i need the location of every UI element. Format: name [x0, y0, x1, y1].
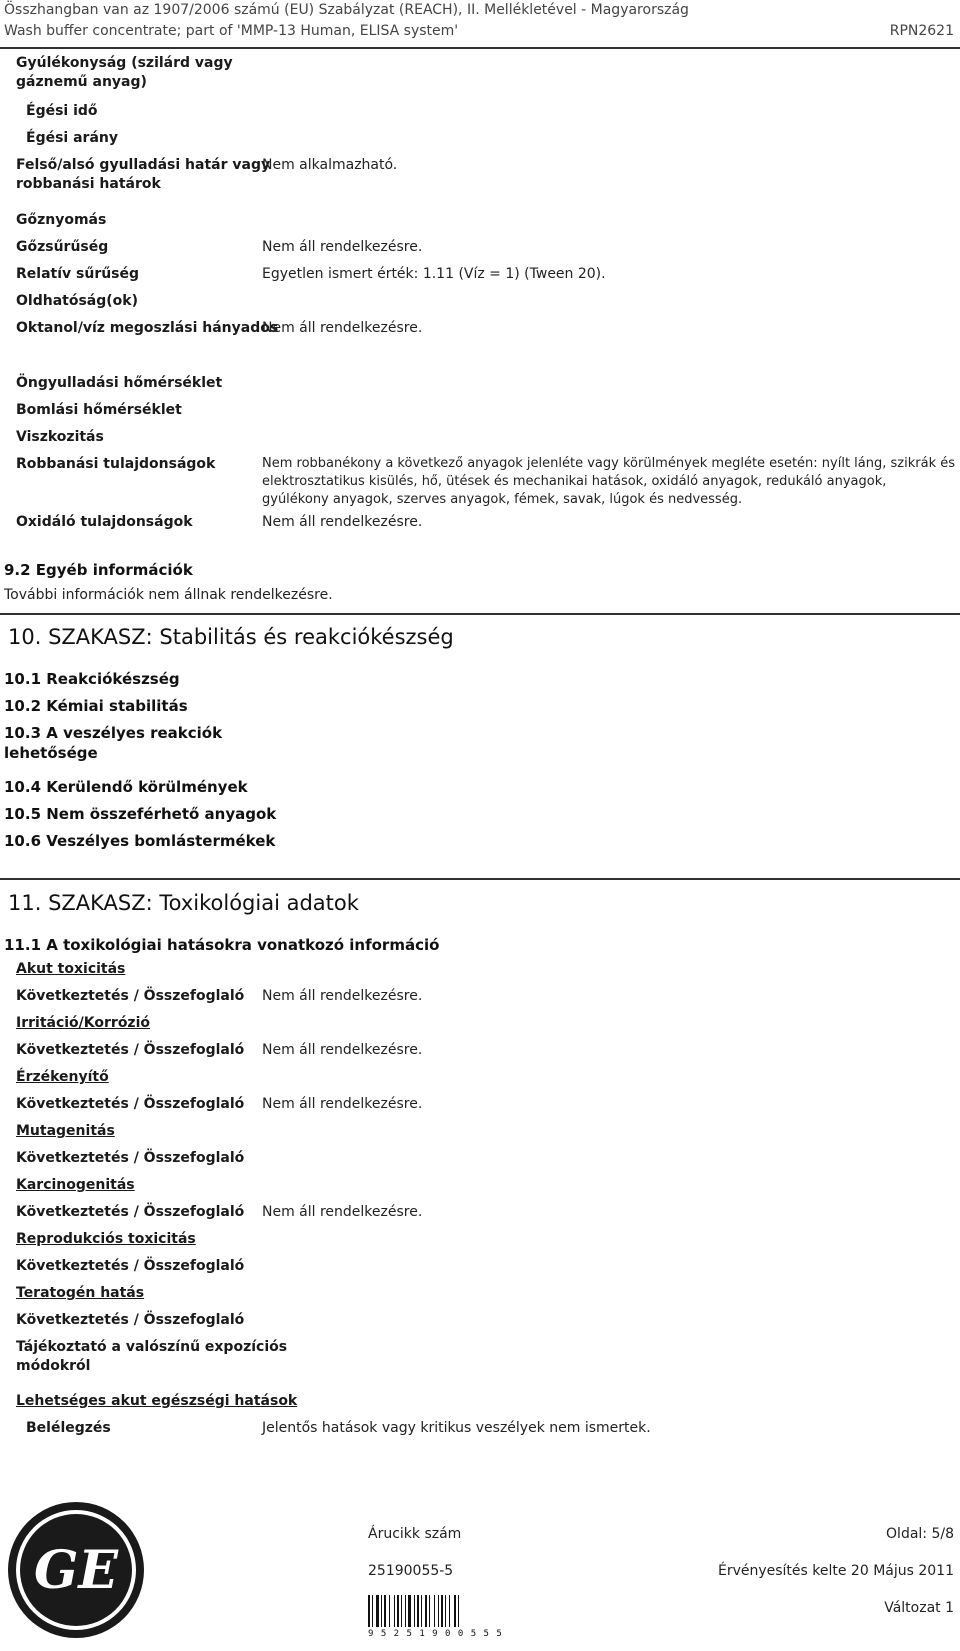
barcode-bar [445, 1595, 446, 1627]
header-divider [0, 47, 960, 49]
barcode-bar [417, 1595, 419, 1627]
label-oxidizing: Oxidáló tulajdonságok [16, 514, 193, 530]
label-acute-health: Lehetséges akut egészségi hatások [16, 1393, 298, 1409]
heading-9-2: 9.2 Egyéb információk [4, 561, 193, 579]
value-explosion-limits: Nem alkalmazható. [262, 157, 398, 173]
barcode-bar [368, 1595, 370, 1627]
label-explosion-limits: Felső/alsó gyulladási határ vagy [16, 157, 271, 173]
barcode-bar [381, 1595, 382, 1627]
footer-validation-date: Érvényesítés kelte 20 Május 2011 [717, 1563, 954, 1579]
value-explosive-2: elektrosztatikus kisülés, hő, ütések és mechanikai hatások, oxidáló anyagok, redukáló anyagok, [262, 474, 887, 489]
label-exposure-2: módokról [16, 1358, 91, 1374]
value-sensitizer-conclusion: Nem áll rendelkezésre. [262, 1096, 423, 1112]
text-9-2: További információk nem állnak rendelkezésre. [4, 587, 333, 603]
label-relative-density: Relatív sűrűség [16, 266, 140, 282]
label-vapor-density: Gőzsűrűség [16, 239, 109, 255]
label-flammability-2: gáznemű anyag) [16, 74, 147, 90]
label-mutagenicity-conclusion: Következtetés / Összefoglaló [16, 1150, 245, 1166]
heading-11-1: 11.1 A toxikológiai hatásokra vonatkozó információ [4, 936, 440, 954]
label-inhalation: Belélegzés [26, 1420, 111, 1436]
label-reproductive: Reprodukciós toxicitás [16, 1231, 196, 1247]
item-10-3-cont: lehetősége [4, 744, 98, 762]
barcode-bar [414, 1595, 415, 1627]
section-11-title: 11. SZAKASZ: Toxikológiai adatok [8, 891, 359, 915]
label-partition: Oktanol/víz megoszlási hányados [16, 320, 279, 336]
label-teratogenic: Teratogén hatás [16, 1285, 145, 1301]
barcode-bar [441, 1595, 443, 1627]
value-inhalation: Jelentős hatások vagy kritikus veszélyek nem ismertek. [262, 1420, 651, 1436]
label-vapor-pressure: Gőznyomás [16, 212, 107, 228]
value-relative-density: Egyetlen ismert érték: 1.11 (Víz = 1) (Tween 20). [262, 266, 606, 282]
barcode-bar [421, 1595, 422, 1627]
value-vapor-density: Nem áll rendelkezésre. [262, 239, 423, 255]
item-10-3: 10.3 A veszélyes reakciók [4, 724, 223, 742]
label-autoignition: Öngyulladási hőmérséklet [16, 375, 223, 391]
ge-logo [6, 1500, 146, 1640]
label-irritation-conclusion: Következtetés / Összefoglaló [16, 1042, 245, 1058]
value-partition: Nem áll rendelkezésre. [262, 320, 423, 336]
barcode-digits: 9 5 2 5 1 9 0 0 5 5 5 [368, 1629, 503, 1639]
label-reproductive-conclusion: Következtetés / Összefoglaló [16, 1258, 245, 1274]
barcode-bar [429, 1595, 430, 1627]
item-10-2: 10.2 Kémiai stabilitás [4, 697, 188, 715]
label-explosion-limits-2: robbanási határok [16, 176, 161, 192]
value-oxidizing: Nem áll rendelkezésre. [262, 514, 423, 530]
label-carcinogenicity: Karcinogenitás [16, 1177, 135, 1193]
label-burn-time: Égési idő [26, 103, 98, 119]
label-decomposition: Bomlási hőmérséklet [16, 402, 182, 418]
footer-page: Oldal: 5/8 [886, 1526, 954, 1542]
item-10-1: 10.1 Reakciókészség [4, 670, 180, 688]
header-product: Wash buffer concentrate; part of 'MMP-13 Human, ELISA system' [4, 23, 459, 39]
label-flammability: Gyúlékonyság (szilárd vagy [16, 55, 233, 71]
label-teratogenic-conclusion: Következtetés / Összefoglaló [16, 1312, 245, 1328]
barcode-bar [438, 1595, 439, 1627]
item-10-4: 10.4 Kerülendő körülmények [4, 778, 248, 796]
barcode-bar [458, 1595, 459, 1627]
barcode [368, 1595, 506, 1639]
barcode-bar [454, 1595, 456, 1627]
section-11-divider [0, 878, 960, 880]
ge-logo-letters: GE [33, 1540, 119, 1601]
label-acute-conclusion: Következtetés / Összefoglaló [16, 988, 245, 1004]
label-sensitizer: Érzékenyítő [16, 1069, 109, 1085]
value-acute-conclusion: Nem áll rendelkezésre. [262, 988, 423, 1004]
header-code: RPN2621 [889, 23, 954, 39]
label-mutagenicity: Mutagenitás [16, 1123, 115, 1139]
label-exposure: Tájékoztató a valószínű expozíciós [16, 1339, 288, 1355]
section-10-title: 10. SZAKASZ: Stabilitás és reakciókészség [8, 625, 454, 649]
label-acute-toxicity: Akut toxicitás [16, 961, 126, 977]
label-irritation: Irritáció/Korrózió [16, 1015, 150, 1031]
barcode-bar [389, 1595, 390, 1627]
value-explosive-1: Nem robbanékony a következő anyagok jelenléte vagy körülmények megléte esetén: nyílt láng, szikrák és [262, 456, 955, 471]
barcode-bar [401, 1595, 402, 1627]
label-solubility: Oldhatóság(ok) [16, 293, 138, 309]
section-10-divider [0, 613, 960, 615]
value-explosive-3: gyúlékony anyagok, szerves anyagok, fémek, savak, lúgok és nedvesség. [262, 492, 743, 507]
barcode-bar [372, 1595, 373, 1627]
value-irritation-conclusion: Nem áll rendelkezésre. [262, 1042, 423, 1058]
barcode-bar [394, 1595, 395, 1627]
item-10-5: 10.5 Nem összeférhető anyagok [4, 805, 277, 823]
barcode-bar [384, 1595, 386, 1627]
label-carcinogenicity-conclusion: Következtetés / Összefoglaló [16, 1204, 245, 1220]
barcode-bar [405, 1595, 406, 1627]
label-sensitizer-conclusion: Következtetés / Összefoglaló [16, 1096, 245, 1112]
barcode-bar [425, 1595, 427, 1627]
header-regulation: Összhangban van az 1907/2006 számú (EU) Szabályzat (REACH), II. Mellékletével - Magyarország [4, 2, 689, 18]
barcode-bar [376, 1595, 379, 1627]
footer-article-label: Árucikk szám [368, 1526, 462, 1542]
label-burn-rate: Égési arány [26, 130, 118, 146]
barcode-bar [434, 1595, 435, 1627]
barcode-bar [408, 1595, 411, 1627]
label-viscosity: Viszkozitás [16, 429, 104, 445]
footer-article-number: 25190055-5 [368, 1563, 454, 1579]
item-10-6: 10.6 Veszélyes bomlástermékek [4, 832, 276, 850]
footer-version: Változat 1 [884, 1600, 954, 1616]
barcode-bar [397, 1595, 399, 1627]
barcode-bar [449, 1595, 450, 1627]
label-explosive: Robbanási tulajdonságok [16, 456, 216, 472]
value-carcinogenicity-conclusion: Nem áll rendelkezésre. [262, 1204, 423, 1220]
